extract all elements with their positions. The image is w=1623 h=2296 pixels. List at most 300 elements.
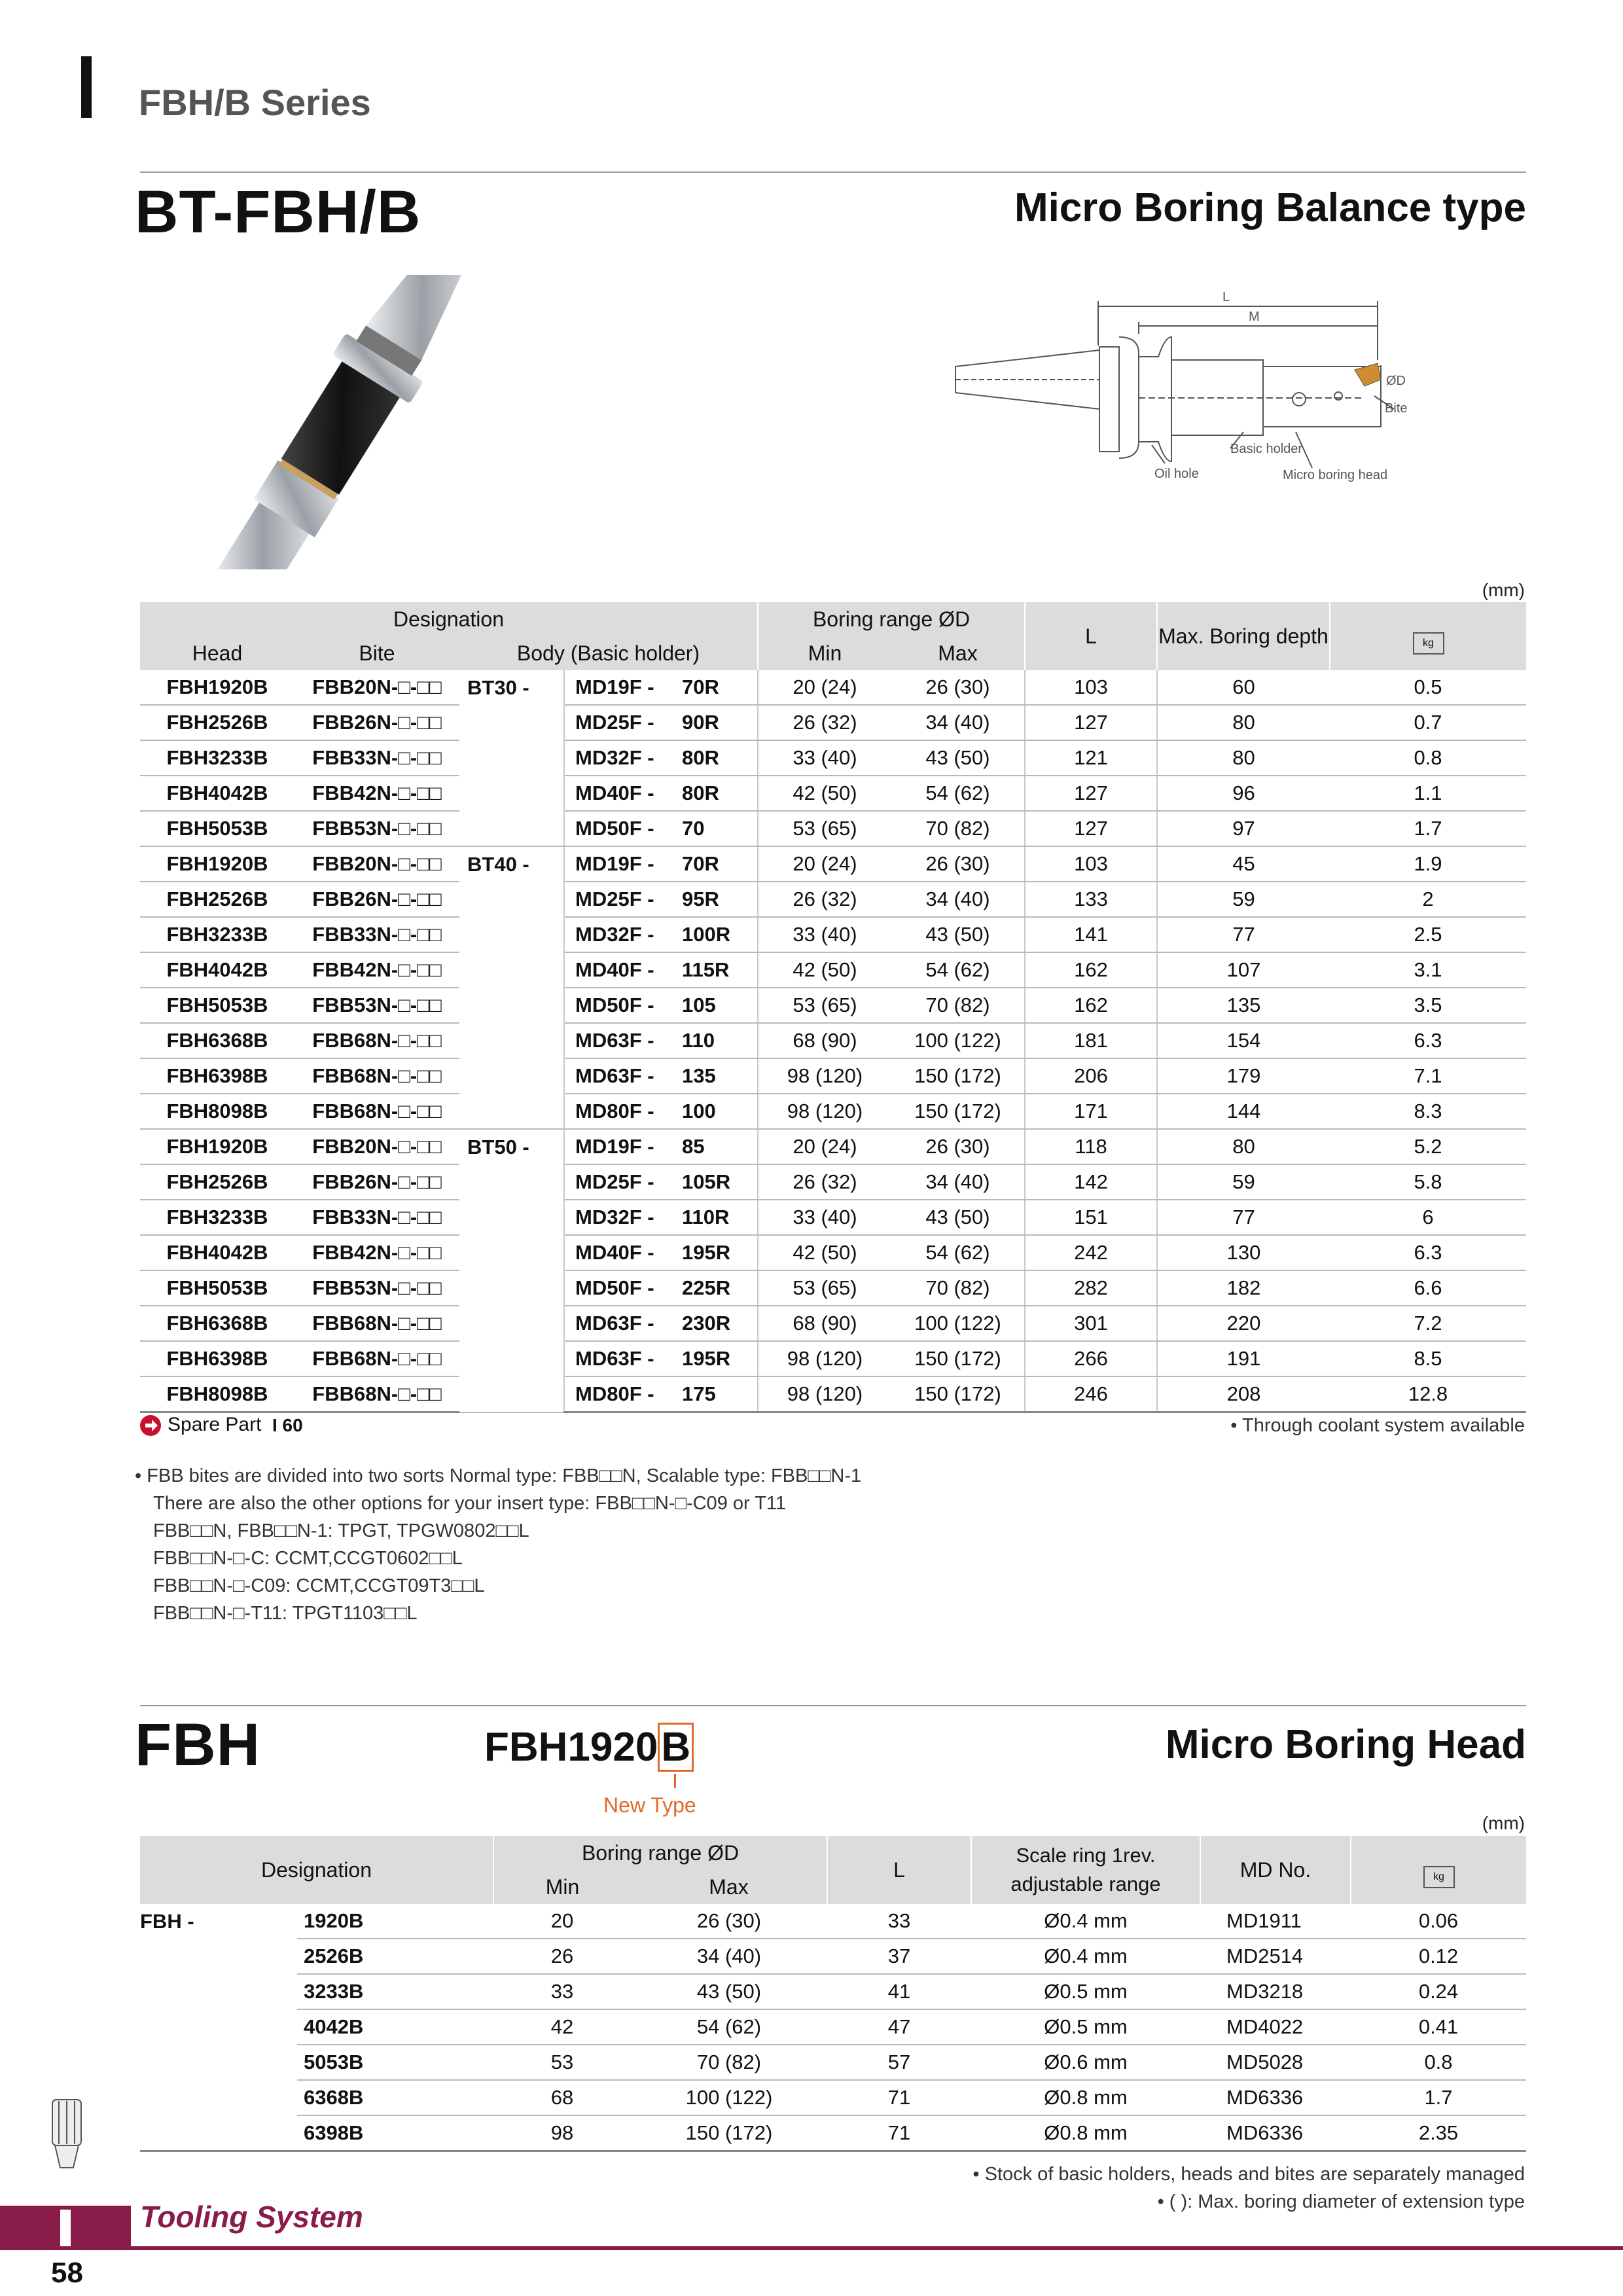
prefix-cell (140, 2045, 297, 2080)
bite-cell: FBB68N-□-□□ (294, 1058, 459, 1094)
diagram-label-micro-head: Micro boring head (1283, 468, 1388, 482)
head-cell: FBH8098B (140, 1094, 294, 1129)
min-cell: 42 (50) (758, 776, 891, 811)
max-cell: 34 (40) (891, 882, 1025, 917)
hdr-boring-range: Boring range ØD (758, 602, 1025, 636)
length-code-cell: 100R (682, 917, 758, 952)
table-row (140, 1270, 1526, 1306)
table-row (140, 1094, 1526, 1129)
length-code-cell: 110R (682, 1200, 758, 1235)
depth-cell: 59 (1157, 1164, 1330, 1200)
note-line: FBB□□N-□-T11: TPGT1103□□L (153, 1603, 418, 1624)
min-cell: 68 (90) (758, 1023, 891, 1058)
max-cell: 70 (82) (891, 988, 1025, 1023)
depth-cell: 97 (1157, 811, 1330, 846)
scale-cell: Ø0.5 mm (971, 2009, 1200, 2045)
depth-cell: 59 (1157, 882, 1330, 917)
table-row (140, 1939, 1526, 1974)
note-line: There are also the other options for your insert type: FBB□□N-□-C09 or T11 (153, 1493, 787, 1514)
hdr-max-depth: Max. Boring depth (1157, 602, 1330, 670)
min-cell: 68 (90) (758, 1306, 891, 1341)
length-code-cell: 90R (682, 705, 758, 740)
depth-cell: 130 (1157, 1235, 1330, 1270)
body-series-cell (459, 740, 564, 776)
weight-cell: 1.9 (1330, 846, 1526, 882)
hdr-designation: Designation (140, 602, 758, 636)
weight-cell: 5.2 (1330, 1129, 1526, 1164)
body-series-cell (459, 811, 564, 846)
L-cell: 162 (1025, 952, 1157, 988)
depth-cell: 154 (1157, 1023, 1330, 1058)
bite-cell: FBB26N-□-□□ (294, 705, 459, 740)
code-cell: 3233B (297, 1974, 493, 2009)
body-series-cell (459, 1094, 564, 1129)
table-row (140, 952, 1526, 988)
min-cell: 98 (120) (758, 1341, 891, 1376)
md-cell: MD63F - (564, 1306, 682, 1341)
head-cell: FBH6368B (140, 1023, 294, 1058)
body-series-cell (459, 1164, 564, 1200)
model-suffix: B (658, 1723, 694, 1772)
head-cell: FBH6398B (140, 1341, 294, 1376)
length-code-cell: 115R (682, 952, 758, 988)
hdr2-min: Min (493, 1870, 631, 1904)
min-cell: 53 (65) (758, 1270, 891, 1306)
min-cell: 68 (493, 2080, 631, 2115)
min-cell: 33 (493, 1974, 631, 2009)
table-row (140, 705, 1526, 740)
max-cell: 26 (30) (891, 1129, 1025, 1164)
L-cell: 181 (1025, 1023, 1157, 1058)
length-code-cell: 95R (682, 882, 758, 917)
table-row (140, 882, 1526, 917)
code-cell: 4042B (297, 2009, 493, 2045)
prefix-cell (140, 2080, 297, 2115)
min-cell: 20 (24) (758, 670, 891, 705)
depth-cell: 182 (1157, 1270, 1330, 1306)
max-cell: 70 (82) (631, 2045, 827, 2080)
weight-cell: 6.3 (1330, 1023, 1526, 1058)
body-series-cell (459, 917, 564, 952)
L-cell: 103 (1025, 846, 1157, 882)
code-cell: 5053B (297, 2045, 493, 2080)
L-cell: 33 (827, 1904, 971, 1939)
md-no-cell: MD6336 (1200, 2080, 1351, 2115)
md-cell: MD25F - (564, 705, 682, 740)
md-cell: MD63F - (564, 1023, 682, 1058)
min-cell: 20 (24) (758, 846, 891, 882)
min-cell: 20 (493, 1904, 631, 1939)
bite-cell: FBB53N-□-□□ (294, 1270, 459, 1306)
L-cell: 37 (827, 1939, 971, 1974)
md-cell: MD19F - (564, 670, 682, 705)
table-row (140, 1974, 1526, 2009)
bite-cell: FBB53N-□-□□ (294, 988, 459, 1023)
head-cell: FBH2526B (140, 882, 294, 917)
bite-cell: FBB33N-□-□□ (294, 1200, 459, 1235)
md-cell: MD19F - (564, 1129, 682, 1164)
depth-cell: 179 (1157, 1058, 1330, 1094)
min-cell: 33 (40) (758, 1200, 891, 1235)
body-series-cell (459, 1376, 564, 1412)
weight-cell: 2.5 (1330, 917, 1526, 952)
max-cell: 150 (172) (891, 1058, 1025, 1094)
section2-title: FBH (135, 1712, 261, 1778)
weight-cell: 0.8 (1351, 2045, 1526, 2080)
weight-cell: 2.35 (1351, 2115, 1526, 2151)
L-cell: 121 (1025, 740, 1157, 776)
max-cell: 100 (122) (891, 1306, 1025, 1341)
min-cell: 53 (65) (758, 811, 891, 846)
max-cell: 43 (50) (891, 1200, 1025, 1235)
body-series-cell (459, 1200, 564, 1235)
table2-unit: (mm) (1482, 1813, 1525, 1833)
weight-cell: 8.5 (1330, 1341, 1526, 1376)
md-cell: MD32F - (564, 1200, 682, 1235)
new-type-label: New Type (603, 1793, 696, 1817)
head-cell: FBH1920B (140, 1129, 294, 1164)
hdr-L: L (1025, 602, 1157, 670)
min-cell: 98 (120) (758, 1376, 891, 1412)
balance-type-table (140, 602, 1526, 1413)
spare-part-icon (139, 1414, 162, 1437)
table-row (140, 2045, 1526, 2080)
table-row (140, 1058, 1526, 1094)
head-cell: FBH2526B (140, 1164, 294, 1200)
length-code-cell: 225R (682, 1270, 758, 1306)
max-cell: 34 (40) (891, 705, 1025, 740)
diagram-label-od: ØD (1386, 374, 1406, 388)
hdr2-weight (1351, 1836, 1526, 1904)
depth-cell: 77 (1157, 1200, 1330, 1235)
head-cell: FBH6398B (140, 1058, 294, 1094)
length-code-cell: 100 (682, 1094, 758, 1129)
bite-notes (135, 1462, 861, 1627)
depth-cell: 135 (1157, 988, 1330, 1023)
length-code-cell: 110 (682, 1023, 758, 1058)
length-code-cell: 195R (682, 1235, 758, 1270)
diagram-label-bite: Bite (1385, 401, 1408, 416)
L-cell: 127 (1025, 776, 1157, 811)
max-cell: 26 (30) (631, 1904, 827, 1939)
hdr2-scale-ring: Scale ring 1rev. adjustable range (971, 1836, 1200, 1904)
note-line: FBB□□N, FBB□□N-1: TPGT, TPGW0802□□L (153, 1520, 529, 1541)
min-cell: 26 (32) (758, 882, 891, 917)
md-cell: MD50F - (564, 988, 682, 1023)
head-cell: FBH5053B (140, 1270, 294, 1306)
table-row (140, 917, 1526, 952)
min-cell: 20 (24) (758, 1129, 891, 1164)
length-code-cell: 230R (682, 1306, 758, 1341)
L-cell: 103 (1025, 670, 1157, 705)
bite-cell: FBB42N-□-□□ (294, 952, 459, 988)
min-cell: 42 (50) (758, 952, 891, 988)
table-row (140, 988, 1526, 1023)
note-line: • FBB bites are divided into two sorts Normal type: FBB□□N, Scalable type: FBB□□N-1 (135, 1465, 862, 1486)
table-row (140, 776, 1526, 811)
code-cell: 2526B (297, 1939, 493, 1974)
depth-cell: 60 (1157, 670, 1330, 705)
scale-cell: Ø0.5 mm (971, 1974, 1200, 2009)
note-line: FBB□□N-□-C09: CCMT,CCGT09T3□□L (153, 1575, 485, 1596)
stock-note: • Stock of basic holders, heads and bites are separately managed (972, 2164, 1525, 2185)
length-code-cell: 70R (682, 670, 758, 705)
bite-cell: FBB68N-□-□□ (294, 1306, 459, 1341)
md-cell: MD25F - (564, 1164, 682, 1200)
bite-cell: FBB68N-□-□□ (294, 1023, 459, 1058)
md-cell: MD40F - (564, 952, 682, 988)
md-no-cell: MD4022 (1200, 2009, 1351, 2045)
weight-cell: 3.5 (1330, 988, 1526, 1023)
head-cell: FBH5053B (140, 988, 294, 1023)
body-series-cell (459, 1270, 564, 1306)
md-cell: MD19F - (564, 846, 682, 882)
depth-cell: 77 (1157, 917, 1330, 952)
length-code-cell: 85 (682, 1129, 758, 1164)
weight-cell: 7.1 (1330, 1058, 1526, 1094)
md-no-cell: MD1911 (1200, 1904, 1351, 1939)
body-series-cell (459, 988, 564, 1023)
page-subtitle: Micro Boring Balance type (1014, 185, 1526, 230)
L-cell: 47 (827, 2009, 971, 2045)
section-marker (81, 56, 92, 118)
length-code-cell: 70R (682, 846, 758, 882)
md-cell: MD80F - (564, 1094, 682, 1129)
max-cell: 26 (30) (891, 670, 1025, 705)
length-code-cell: 80R (682, 776, 758, 811)
hdr-weight (1330, 602, 1526, 670)
hdr2-md-no: MD No. (1200, 1836, 1351, 1904)
coolant-note: • Through coolant system available (1230, 1415, 1525, 1436)
scale-cell: Ø0.8 mm (971, 2115, 1200, 2151)
table-row (140, 1164, 1526, 1200)
head-cell: FBH1920B (140, 670, 294, 705)
head-cell: FBH2526B (140, 705, 294, 740)
bite-cell: FBB26N-□-□□ (294, 1164, 459, 1200)
weight-cell: 8.3 (1330, 1094, 1526, 1129)
weight-cell: 2 (1330, 882, 1526, 917)
md-cell: MD50F - (564, 811, 682, 846)
depth-cell: 45 (1157, 846, 1330, 882)
tool-diagram (942, 288, 1440, 497)
code-cell: 6368B (297, 2080, 493, 2115)
body-series-cell (459, 882, 564, 917)
min-cell: 53 (493, 2045, 631, 2080)
table-row (140, 2009, 1526, 2045)
depth-cell: 96 (1157, 776, 1330, 811)
weight-cell: 5.8 (1330, 1164, 1526, 1200)
head-cell: FBH6368B (140, 1306, 294, 1341)
max-cell: 150 (172) (891, 1376, 1025, 1412)
depth-cell: 191 (1157, 1341, 1330, 1376)
md-cell: MD25F - (564, 882, 682, 917)
spare-part-page[interactable]: I 60 (272, 1415, 303, 1435)
weight-cell: 1.1 (1330, 776, 1526, 811)
hdr-min: Min (758, 636, 891, 670)
table-row (140, 670, 1526, 705)
scale-cell: Ø0.6 mm (971, 2045, 1200, 2080)
min-cell: 42 (50) (758, 1235, 891, 1270)
section2-divider (140, 1705, 1526, 1706)
body-series-cell: BT30 - (459, 670, 564, 705)
L-cell: 127 (1025, 811, 1157, 846)
length-code-cell: 105 (682, 988, 758, 1023)
max-cell: 70 (82) (891, 1270, 1025, 1306)
table1-unit: (mm) (1482, 580, 1525, 600)
footer-section-marker (60, 2210, 71, 2246)
table-row (140, 846, 1526, 882)
prefix-cell (140, 2009, 297, 2045)
table-row (140, 1200, 1526, 1235)
L-cell: 301 (1025, 1306, 1157, 1341)
page-number: 58 (51, 2257, 83, 2289)
prefix-cell: FBH - (140, 1909, 194, 1933)
weight-icon: kg (1413, 632, 1444, 655)
series-label: FBH/B Series (139, 82, 371, 123)
md-no-cell: MD6336 (1200, 2115, 1351, 2151)
L-cell: 142 (1025, 1164, 1157, 1200)
max-cell: 100 (122) (891, 1023, 1025, 1058)
table-row (140, 1023, 1526, 1058)
max-cell: 54 (62) (891, 776, 1025, 811)
table-row (140, 1306, 1526, 1341)
hdr2-max: Max (631, 1870, 827, 1904)
code-cell: 6398B (297, 2115, 493, 2151)
prefix-cell (140, 1974, 297, 2009)
collet-icon (47, 2094, 86, 2173)
hdr2-boring-range: Boring range ØD (493, 1836, 827, 1870)
head-cell: FBH4042B (140, 776, 294, 811)
depth-cell: 107 (1157, 952, 1330, 988)
depth-cell: 80 (1157, 740, 1330, 776)
bite-cell: FBB42N-□-□□ (294, 776, 459, 811)
min-cell: 26 (32) (758, 1164, 891, 1200)
min-cell: 26 (493, 1939, 631, 1974)
L-cell: 171 (1025, 1094, 1157, 1129)
bite-cell: FBB26N-□-□□ (294, 882, 459, 917)
weight-icon: kg (1423, 1866, 1455, 1888)
min-cell: 98 (493, 2115, 631, 2151)
L-cell: 71 (827, 2080, 971, 2115)
weight-cell: 0.8 (1330, 740, 1526, 776)
md-no-cell: MD2514 (1200, 1939, 1351, 1974)
bite-cell: FBB20N-□-□□ (294, 846, 459, 882)
table-row (140, 740, 1526, 776)
min-cell: 33 (40) (758, 740, 891, 776)
bite-cell: FBB53N-□-□□ (294, 811, 459, 846)
prefix-cell (140, 1939, 297, 1974)
body-series-cell (459, 1235, 564, 1270)
tool-photo (151, 275, 530, 569)
footer-bar (131, 2246, 1623, 2250)
max-cell: 100 (122) (631, 2080, 827, 2115)
hdr-body: Body (Basic holder) (459, 636, 758, 670)
body-series-cell (459, 705, 564, 740)
table-row (140, 811, 1526, 846)
bite-cell: FBB20N-□-□□ (294, 1129, 459, 1164)
head-cell: FBH8098B (140, 1376, 294, 1412)
md-cell: MD50F - (564, 1270, 682, 1306)
head-cell: FBH3233B (140, 917, 294, 952)
body-series-cell (459, 776, 564, 811)
weight-cell: 0.24 (1351, 1974, 1526, 2009)
L-cell: 151 (1025, 1200, 1157, 1235)
head-cell: FBH3233B (140, 1200, 294, 1235)
weight-cell: 6 (1330, 1200, 1526, 1235)
body-series-cell (459, 1341, 564, 1376)
length-code-cell: 70 (682, 811, 758, 846)
md-cell: MD32F - (564, 917, 682, 952)
table-row (140, 1129, 1526, 1164)
L-cell: 206 (1025, 1058, 1157, 1094)
min-cell: 26 (32) (758, 705, 891, 740)
md-cell: MD63F - (564, 1058, 682, 1094)
length-code-cell: 195R (682, 1341, 758, 1376)
md-cell: MD40F - (564, 776, 682, 811)
bite-cell: FBB20N-□-□□ (294, 670, 459, 705)
L-cell: 41 (827, 1974, 971, 2009)
depth-cell: 220 (1157, 1306, 1330, 1341)
diagram-label-basic-holder: Basic holder (1230, 442, 1303, 456)
body-series-cell (459, 1058, 564, 1094)
prefix-cell (140, 2115, 297, 2151)
code-cell: 1920B (297, 1904, 493, 1939)
min-cell: 98 (120) (758, 1094, 891, 1129)
micro-boring-head-table (140, 1836, 1526, 2152)
bite-cell: FBB68N-□-□□ (294, 1376, 459, 1412)
hdr2-L: L (827, 1836, 971, 1904)
min-cell: 98 (120) (758, 1058, 891, 1094)
L-cell: 242 (1025, 1235, 1157, 1270)
max-cell: 150 (172) (631, 2115, 827, 2151)
weight-cell: 12.8 (1330, 1376, 1526, 1412)
length-code-cell: 175 (682, 1376, 758, 1412)
L-cell: 127 (1025, 705, 1157, 740)
new-type-pointer (674, 1774, 676, 1788)
md-cell: MD32F - (564, 740, 682, 776)
model-name (484, 1724, 694, 1770)
L-cell: 282 (1025, 1270, 1157, 1306)
L-cell: 118 (1025, 1129, 1157, 1164)
min-cell: 33 (40) (758, 917, 891, 952)
bite-cell: FBB33N-□-□□ (294, 917, 459, 952)
scale-cell: Ø0.4 mm (971, 1904, 1200, 1939)
max-cell: 150 (172) (891, 1341, 1025, 1376)
min-cell: 42 (493, 2009, 631, 2045)
diagram-label-M: M (1249, 310, 1260, 324)
scale-cell: Ø0.4 mm (971, 1939, 1200, 1974)
max-cell: 43 (50) (891, 740, 1025, 776)
weight-cell: 3.1 (1330, 952, 1526, 988)
max-cell: 43 (50) (891, 917, 1025, 952)
md-cell: MD40F - (564, 1235, 682, 1270)
hdr2-designation: Designation (140, 1836, 493, 1904)
bite-cell: FBB42N-□-□□ (294, 1235, 459, 1270)
scale-cell: Ø0.8 mm (971, 2080, 1200, 2115)
table-row (140, 2080, 1526, 2115)
weight-cell: 0.5 (1330, 670, 1526, 705)
max-cell: 43 (50) (631, 1974, 827, 2009)
spare-part-label: Spare Part (168, 1414, 262, 1435)
body-series-cell: BT40 - (459, 846, 564, 882)
head-cell: FBH3233B (140, 740, 294, 776)
max-cell: 54 (62) (891, 952, 1025, 988)
table-row (140, 2115, 1526, 2151)
L-cell: 141 (1025, 917, 1157, 952)
header-divider (140, 171, 1526, 173)
md-no-cell: MD3218 (1200, 1974, 1351, 2009)
L-cell: 57 (827, 2045, 971, 2080)
